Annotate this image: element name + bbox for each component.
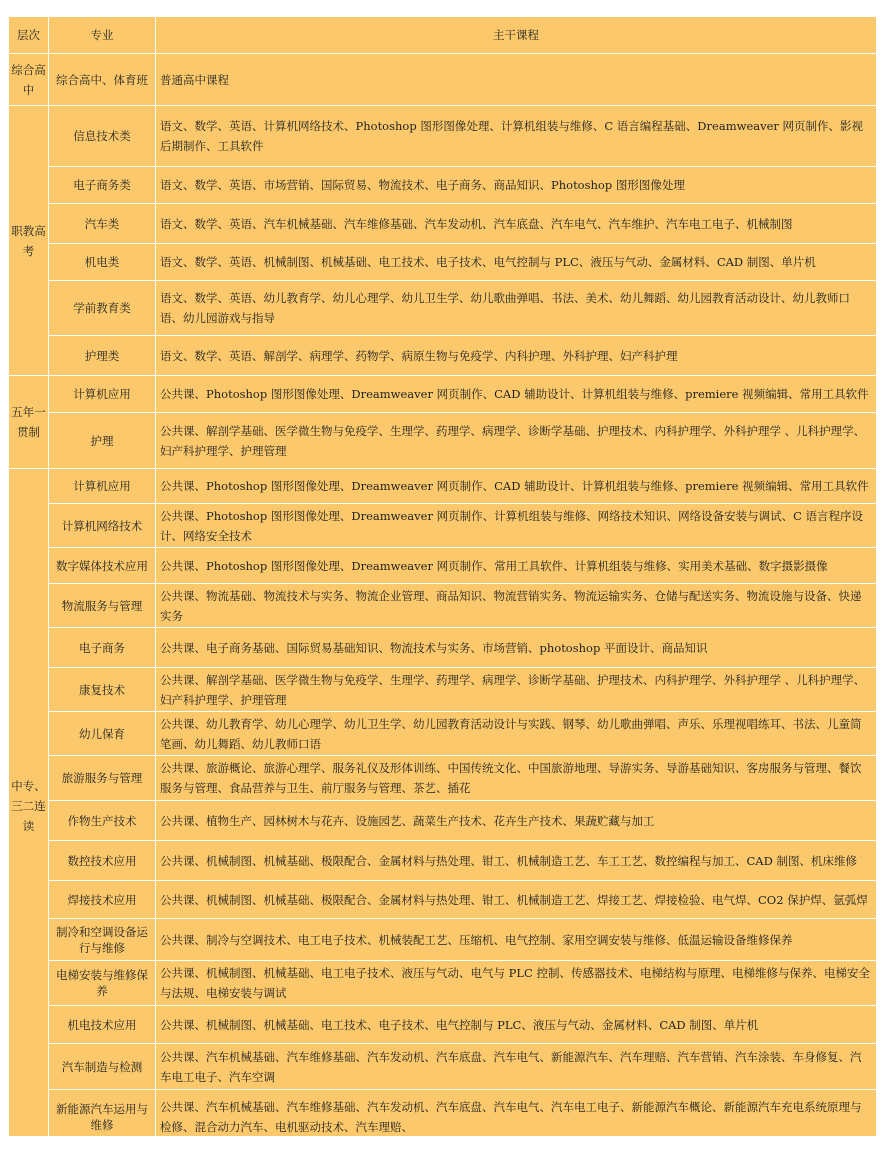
courses-cell: 语文、数学、英语、汽车机械基础、汽车维修基础、汽车发动机、汽车底盘、汽车电气、汽车维护、汽车电工电子、机械制图 [156, 204, 877, 244]
courses-cell: 公共课、解剖学基础、医学微生物与免疫学、生理学、药理学、病理学、诊断学基础、护理技术、内科护理学、外科护理学 、儿科护理学、妇产科护理学、护理管理 [156, 413, 877, 469]
major-cell: 计算机应用 [49, 469, 156, 504]
table-row [9, 1090, 877, 1144]
courses-cell: 公共课、Photoshop 图形图像处理、Dreamweaver 网页制作、CAD 辅助设计、计算机组装与维修、premiere 视频编辑、常用工具软件 [156, 376, 877, 413]
major-cell: 新能源汽车运用与维修 [49, 1090, 156, 1144]
courses-cell: 普通高中课程 [156, 54, 877, 106]
table-header-row [9, 17, 877, 54]
courses-cell: 公共课、机械制图、机械基础、极限配合、金属材料与热处理、钳工、机械制造工艺、焊接工艺、焊接检验、电气焊、CO2 保护焊、氩弧焊 [156, 881, 877, 919]
major-cell: 物流服务与管理 [49, 584, 156, 628]
major-cell: 电子商务类 [49, 167, 156, 204]
table-row [9, 244, 877, 281]
table-row [9, 204, 877, 244]
table-row [9, 106, 877, 167]
courses-cell: 公共课、解剖学基础、医学微生物与免疫学、生理学、药理学、病理学、诊断学基础、护理技术、内科护理学、外科护理学 、儿科护理学、妇产科护理学、护理管理 [156, 668, 877, 712]
major-cell: 综合高中、体育班 [49, 54, 156, 106]
courses-cell: 公共课、物流基础、物流技术与实务、物流企业管理、商品知识、物流营销实务、物流运输实务、仓储与配送实务、物流设施与设备、快递实务 [156, 584, 877, 628]
course-table [8, 16, 877, 1144]
table-row [9, 1006, 877, 1044]
courses-cell: 公共课、机械制图、机械基础、电工电子技术、液压与气动、电气与 PLC 控制、传感器技术、电梯结构与原理、电梯维修与保养、电梯安全与法规、电梯安装与调试 [156, 961, 877, 1006]
level-cell: 综合高中 [9, 54, 49, 106]
major-cell: 汽车类 [49, 204, 156, 244]
table-row [9, 413, 877, 469]
courses-cell: 公共课、植物生产、园林树木与花卉、设施园艺、蔬菜生产技术、花卉生产技术、果蔬贮藏与加工 [156, 801, 877, 841]
table-row [9, 961, 877, 1006]
major-cell: 学前教育类 [49, 281, 156, 336]
table-row [9, 668, 877, 712]
courses-cell: 公共课、旅游概论、旅游心理学、服务礼仪及形体训练、中国传统文化、中国旅游地理、导游实务、导游基础知识、客房服务与管理、餐饮服务与管理、食品营养与卫生、前厅服务与管理、茶艺、插花 [156, 756, 877, 801]
table-row [9, 712, 877, 756]
courses-cell: 公共课、Photoshop 图形图像处理、Dreamweaver 网页制作、CAD 辅助设计、计算机组装与维修、premiere 视频编辑、常用工具软件 [156, 469, 877, 504]
table-row [9, 336, 877, 376]
courses-cell: 公共课、机械制图、机械基础、电工技术、电子技术、电气控制与 PLC、液压与气动、金属材料、CAD 制图、单片机 [156, 1006, 877, 1044]
courses-cell: 公共课、制冷与空调技术、电工电子技术、机械装配工艺、压缩机、电气控制、家用空调安装与维修、低温运输设备维修保养 [156, 919, 877, 961]
courses-cell: 公共课、汽车机械基础、汽车维修基础、汽车发动机、汽车底盘、汽车电气、新能源汽车、汽车理赔、汽车营销、汽车涂装、车身修复、汽车电工电子、汽车空调 [156, 1044, 877, 1090]
header-major: 专业 [49, 17, 156, 54]
major-cell: 幼儿保育 [49, 712, 156, 756]
table-row [9, 469, 877, 504]
courses-cell: 公共课、Photoshop 图形图像处理、Dreamweaver 网页制作、常用工具软件、计算机组装与维修、实用美术基础、数字摄影摄像 [156, 548, 877, 584]
major-cell: 作物生产技术 [49, 801, 156, 841]
major-cell: 护理类 [49, 336, 156, 376]
major-cell: 机电类 [49, 244, 156, 281]
major-cell: 数字媒体技术应用 [49, 548, 156, 584]
major-cell: 汽车制造与检测 [49, 1044, 156, 1090]
table-row [9, 54, 877, 106]
major-cell: 制冷和空调设备运行与维修 [49, 919, 156, 961]
table-row [9, 548, 877, 584]
table-row [9, 801, 877, 841]
header-courses: 主干课程 [156, 17, 877, 54]
courses-cell: 语文、数学、英语、幼儿教育学、幼儿心理学、幼儿卫生学、幼儿歌曲弹唱、书法、美术、幼儿舞蹈、幼儿园教育活动设计、幼儿教师口语、幼儿园游戏与指导 [156, 281, 877, 336]
courses-cell: 公共课、Photoshop 图形图像处理、Dreamweaver 网页制作、计算机组装与维修、网络技术知识、网络设备安装与调试、C 语言程序设计、网络安全技术 [156, 504, 877, 548]
major-cell: 电梯安装与维修保养 [49, 961, 156, 1006]
major-cell: 计算机网络技术 [49, 504, 156, 548]
major-cell: 旅游服务与管理 [49, 756, 156, 801]
courses-cell: 公共课、汽车机械基础、汽车维修基础、汽车发动机、汽车底盘、汽车电气、汽车电工电子、新能源汽车概论、新能源汽车充电系统原理与检修、混合动力汽车、电机驱动技术、汽车理赔、 [156, 1090, 877, 1144]
header-level: 层次 [9, 17, 49, 54]
major-cell: 信息技术类 [49, 106, 156, 167]
course-table-sheet [8, 16, 876, 1136]
major-cell: 焊接技术应用 [49, 881, 156, 919]
major-cell: 护理 [49, 413, 156, 469]
major-cell: 计算机应用 [49, 376, 156, 413]
table-row [9, 881, 877, 919]
courses-cell: 语文、数学、英语、计算机网络技术、Photoshop 图形图像处理、计算机组装与维修、C 语言编程基础、Dreamweaver 网页制作、影视后期制作、工具软件 [156, 106, 877, 167]
level-cell: 职教高考 [9, 106, 49, 376]
table-row [9, 628, 877, 668]
table-row [9, 584, 877, 628]
table-row [9, 376, 877, 413]
table-row [9, 919, 877, 961]
level-cell: 中专、三二连读 [9, 469, 49, 1144]
major-cell: 康复技术 [49, 668, 156, 712]
table-row [9, 756, 877, 801]
table-row [9, 281, 877, 336]
major-cell: 电子商务 [49, 628, 156, 668]
table-row [9, 1044, 877, 1090]
table-row [9, 504, 877, 548]
courses-cell: 语文、数学、英语、机械制图、机械基础、电工技术、电子技术、电气控制与 PLC、液压与气动、金属材料、CAD 制图、单片机 [156, 244, 877, 281]
major-cell: 机电技术应用 [49, 1006, 156, 1044]
courses-cell: 语文、数学、英语、市场营销、国际贸易、物流技术、电子商务、商品知识、Photoshop 图形图像处理 [156, 167, 877, 204]
major-cell: 数控技术应用 [49, 841, 156, 881]
table-row [9, 841, 877, 881]
table-row [9, 167, 877, 204]
level-cell: 五年一贯制 [9, 376, 49, 469]
courses-cell: 公共课、机械制图、机械基础、极限配合、金属材料与热处理、钳工、机械制造工艺、车工工艺、数控编程与加工、CAD 制图、机床维修 [156, 841, 877, 881]
table-body [9, 54, 877, 1144]
courses-cell: 公共课、电子商务基础、国际贸易基础知识、物流技术与实务、市场营销、photoshop 平面设计、商品知识 [156, 628, 877, 668]
courses-cell: 公共课、幼儿教育学、幼儿心理学、幼儿卫生学、幼儿园教育活动设计与实践、钢琴、幼儿歌曲弹唱、声乐、乐理视唱练耳、书法、儿童简笔画、幼儿舞蹈、幼儿教师口语 [156, 712, 877, 756]
courses-cell: 语文、数学、英语、解剖学、病理学、药物学、病原生物与免疫学、内科护理、外科护理、妇产科护理 [156, 336, 877, 376]
